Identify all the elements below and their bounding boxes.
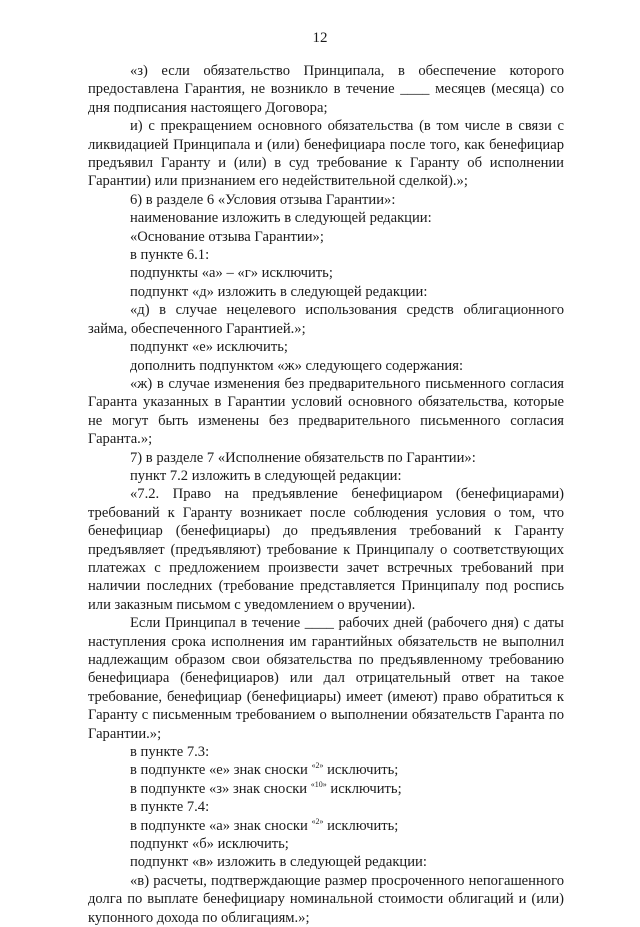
footnote-line-text: в подпункте «з» знак сноски (130, 780, 311, 797)
footnote-mark: «2» (311, 816, 324, 826)
paragraph-subpoints-a-g: подпункты «а» – «г» исключить; (130, 265, 333, 282)
document-body (88, 62, 564, 927)
paragraph-subpoint-v-text: «в) расчеты, подтверждающие размер просроченного непогашенного долга по выплате бенефициару номинальной стоимости облигаций и (или) купонного дохода по облигациям.»; (88, 872, 564, 926)
footnote-mark: «10» (310, 779, 327, 789)
paragraph-z: «з) если обязательство Принципала, в обеспечение которого предоставлена Гарантия, не возникло в течение ____ месяцев (месяца) со дня подписания настоящего Договора; (88, 63, 564, 116)
paragraph-point-7-2-edit: пункт 7.2 изложить в следующей редакции: (130, 467, 402, 484)
paragraph-i: и) с прекращением основного обязательства (в том числе в связи с ликвидацией Принципала и (или) бенефициара после того, как бенефициар предъявил Гаранту и (или) в суд требование к Гаранту об исполнении Гарантии) или признанием его недействительной сделкой).»; (88, 118, 564, 190)
footnote-line-text: в подпункте «е» знак сноски (130, 762, 312, 779)
paragraph-zh-text: «ж) в случае изменения без предварительного письменного согласия Гаранта указанных в Гарантии условий основного обязательства, которые не могут быть изменены без предварительного письменного согласия Гаранта.»; (88, 375, 564, 448)
paragraph-point-6-1: в пункте 6.1: (130, 247, 210, 264)
page-number: 12 (312, 30, 328, 46)
paragraph-section-7: 7) в разделе 7 «Исполнение обязательств по Гарантии»: (130, 449, 476, 466)
paragraph-point-7-4: в пункте 7.4: (130, 799, 210, 816)
paragraph-subpoint-e: подпункт «е» исключить; (130, 339, 288, 356)
paragraph-footnote-a (88, 817, 564, 835)
paragraph-name-edit: наименование изложить в следующей редакции: (130, 210, 432, 227)
paragraph-subpoint-d-text: «д) в случае нецелевого использования средств облигационного займа, обеспеченного Гарантией.»; (88, 302, 564, 337)
paragraph-add-zh: дополнить подпунктом «ж» следующего содержания: (130, 357, 464, 374)
footnote-line-text: исключить; (323, 817, 399, 834)
paragraph-subpoint-d-edit: подпункт «д» изложить в следующей редакции: (130, 283, 428, 300)
footnote-line-text: в подпункте «а» знак сноски (130, 817, 312, 834)
footnote-line-text: исключить; (323, 762, 399, 779)
paragraph-name-value: «Основание отзыва Гарантии»; (130, 228, 324, 245)
paragraph-principal-deadline: Если Принципал в течение ____ рабочих дней (рабочего дня) с даты наступления срока исполнения им гарантийных обязательств не выполнил надлежащим образом свои обязательства по предъявленному требованию бенефициара (бенефициаров) или дал отрицательный ответ на такое требование, бенефициар (бенефициары) имеет (имеют) право обратиться к Гаранту с письменным требованием о выполнении обязательств Гаранта по Гарантии.»; (88, 615, 564, 742)
footnote-mark: «2» (311, 761, 324, 771)
paragraph-point-7-2-text: «7.2. Право на предъявление бенефициаром (бенефициарами) требований к Гаранту возникает после соблюдения условия о том, что бенефициар (бенефициары) до предъявления требований к Гаранту предъявляет (предъявляют) требование к Принципалу о соответствующих платежах с предложением произвести зачет встречных требований при наличии последних (требование представляется Принципалу под роспись или заказным письмом с уведомлением о вручении). (88, 486, 564, 613)
paragraph-section-6: 6) в разделе 6 «Условия отзыва Гарантии»: (130, 191, 396, 208)
paragraph-footnote-e (88, 761, 564, 779)
paragraph-subpoint-v-edit: подпункт «в» изложить в следующей редакции: (130, 854, 427, 871)
paragraph-subpoint-b: подпункт «б» исключить; (130, 836, 289, 853)
paragraph-point-7-3: в пункте 7.3: (130, 744, 210, 761)
footnote-line-text: исключить; (326, 780, 402, 797)
paragraph-footnote-z (88, 780, 564, 798)
